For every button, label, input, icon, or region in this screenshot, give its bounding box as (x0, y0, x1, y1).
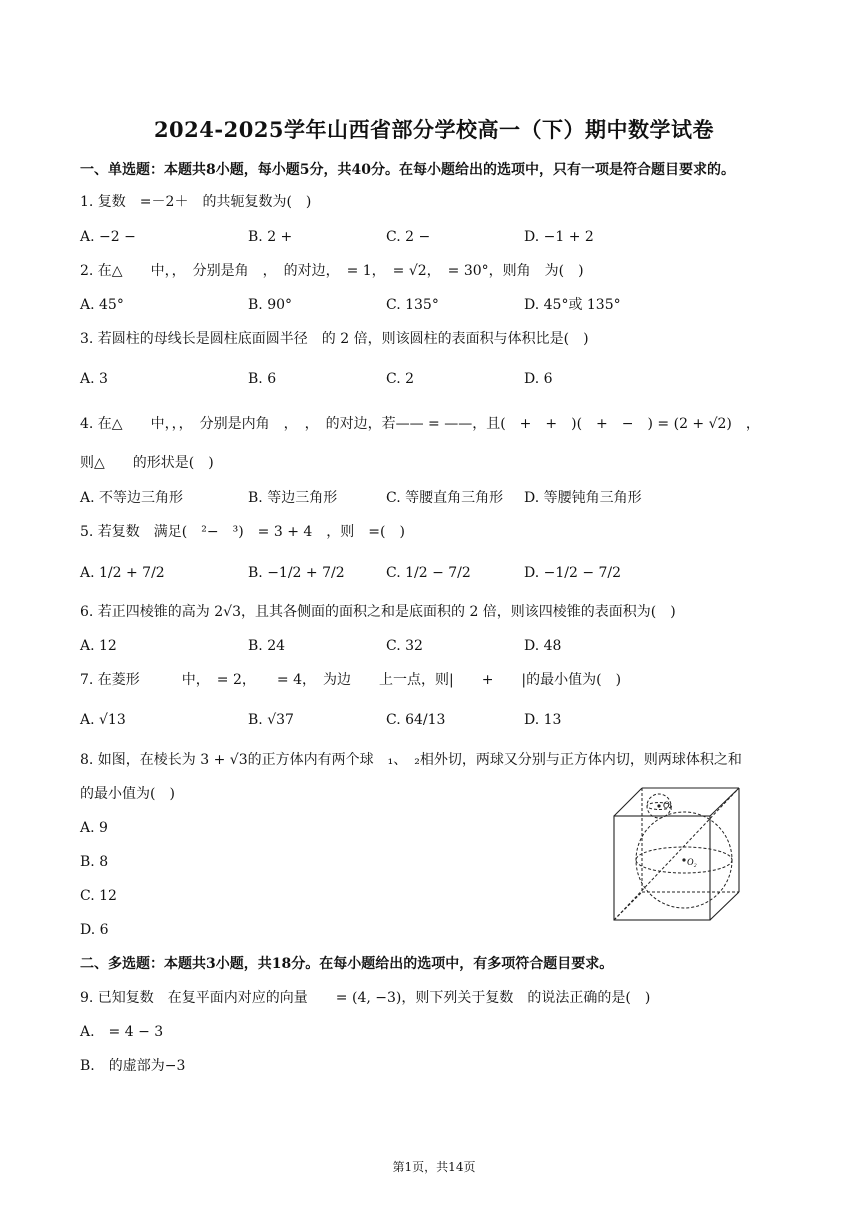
question-4-stem: 4. 在△ 中，，， 分别是内角 ， ， 的对边，若—— = ——，且( + + )( + − ) = (2 + √2) ， (80, 416, 760, 432)
cube-edge (710, 892, 739, 920)
option-a[interactable]: A. 不等边三角形 (80, 490, 184, 506)
section-multi-choice-heading: 二、多选题：本题共3小题，共18分。在每小题给出的选项中，有多项符合题目要求。 (80, 956, 614, 972)
option-b[interactable]: B. 等边三角形 (248, 490, 338, 506)
question-2-stem: 2. 在△ 中，， 分别是角 ， 的对边， = 1， = √2， = 30°，则角 为( ) (80, 263, 584, 279)
page-footer: 第1页，共14页 (392, 1160, 476, 1174)
option-d[interactable]: D. 等腰钝角三角形 (524, 490, 642, 506)
option-a[interactable]: A. −2 − (80, 229, 136, 245)
option-d[interactable]: D. 48 (524, 638, 562, 654)
option-d[interactable]: D. −1/2 − 7/2 (524, 565, 622, 581)
question-8-option-d[interactable]: D. 6 (80, 922, 109, 938)
question-7-stem: 7. 在菱形 中， = 2， = 4， 为边 上一点，则| + |的最小值为( ) (80, 672, 622, 688)
option-b[interactable]: B. 24 (248, 638, 286, 654)
option-c[interactable]: C. 135° (386, 297, 439, 313)
question-8-option-a[interactable]: A. 9 (80, 820, 108, 836)
section-single-choice-heading: 一、单选题：本题共8小题，每小题5分，共40分。在每小题给出的选项中，只有一项是符合题目要求的。 (80, 162, 735, 178)
cube-diagonal (614, 788, 739, 920)
center-o2-dot (682, 858, 685, 861)
cube-spheres-figure (612, 786, 744, 922)
option-d[interactable]: D. −1 + 2 (524, 229, 594, 245)
question-8-option-c[interactable]: C. 12 (80, 888, 117, 904)
question-5-stem: 5. 若复数 满足( ²− ³) = 3 + 4 ，则 =( ) (80, 524, 405, 540)
option-d[interactable]: D. 45°或 135° (524, 297, 621, 313)
question-8-stem-cont: 的最小值为( ) (80, 786, 175, 802)
option-a[interactable]: A. 3 (80, 371, 108, 387)
question-6-stem: 6. 若正四棱锥的高为 2√3，且其各侧面的面积之和是底面积的 2 倍，则该四棱锥的表面积为( ) (80, 604, 676, 620)
option-b[interactable]: B. −1/2 + 7/2 (248, 565, 345, 581)
option-d[interactable]: D. 6 (524, 371, 553, 387)
option-c[interactable]: C. 32 (386, 638, 423, 654)
option-b[interactable]: B. √37 (248, 712, 294, 728)
center-o1-dot (657, 804, 660, 807)
label-o2: O₂ (687, 857, 697, 867)
question-9-option-a[interactable]: A. = 4 − 3 (80, 1024, 164, 1040)
option-b[interactable]: B. 90° (248, 297, 293, 313)
option-b[interactable]: B. 2 + (248, 229, 293, 245)
option-d[interactable]: D. 13 (524, 712, 562, 728)
question-8-option-b[interactable]: B. 8 (80, 854, 109, 870)
question-1-stem: 1. 复数 =－2＋ 的共轭复数为( ) (80, 194, 312, 210)
option-a[interactable]: A. √13 (80, 712, 126, 728)
option-c[interactable]: C. 1/2 − 7/2 (386, 565, 471, 581)
page-title: 2024-2025学年山西省部分学校高一（下）期中数学试卷 (153, 117, 715, 142)
label-o1: O₁ (663, 800, 673, 810)
question-9-option-b[interactable]: B. 的虚部为−3 (80, 1058, 186, 1074)
question-8-stem: 8. 如图，在棱长为 3 + √3的正方体内有两个球 ₁、 ₂相外切，两球又分别与正方体内切，则两球体积之和 (80, 752, 742, 768)
option-b[interactable]: B. 6 (248, 371, 277, 387)
option-c[interactable]: C. 2 − (386, 229, 431, 245)
option-a[interactable]: A. 12 (80, 638, 117, 654)
cube-edge (614, 788, 642, 816)
option-c[interactable]: C. 2 (386, 371, 415, 387)
option-c[interactable]: C. 等腰直角三角形 (386, 490, 504, 506)
question-4-stem-cont: 则△ 的形状是( ) (80, 455, 214, 471)
option-c[interactable]: C. 64/13 (386, 712, 446, 728)
question-3-stem: 3. 若圆柱的母线长是圆柱底面圆半径 的 2 倍，则该圆柱的表面积与体积比是( ) (80, 331, 589, 347)
question-9-stem: 9. 已知复数 在复平面内对应的向量 = (4, −3)，则下列关于复数 的说法正确的是( ) (80, 990, 651, 1006)
option-a[interactable]: A. 1/2 + 7/2 (80, 565, 165, 581)
option-a[interactable]: A. 45° (80, 297, 124, 313)
